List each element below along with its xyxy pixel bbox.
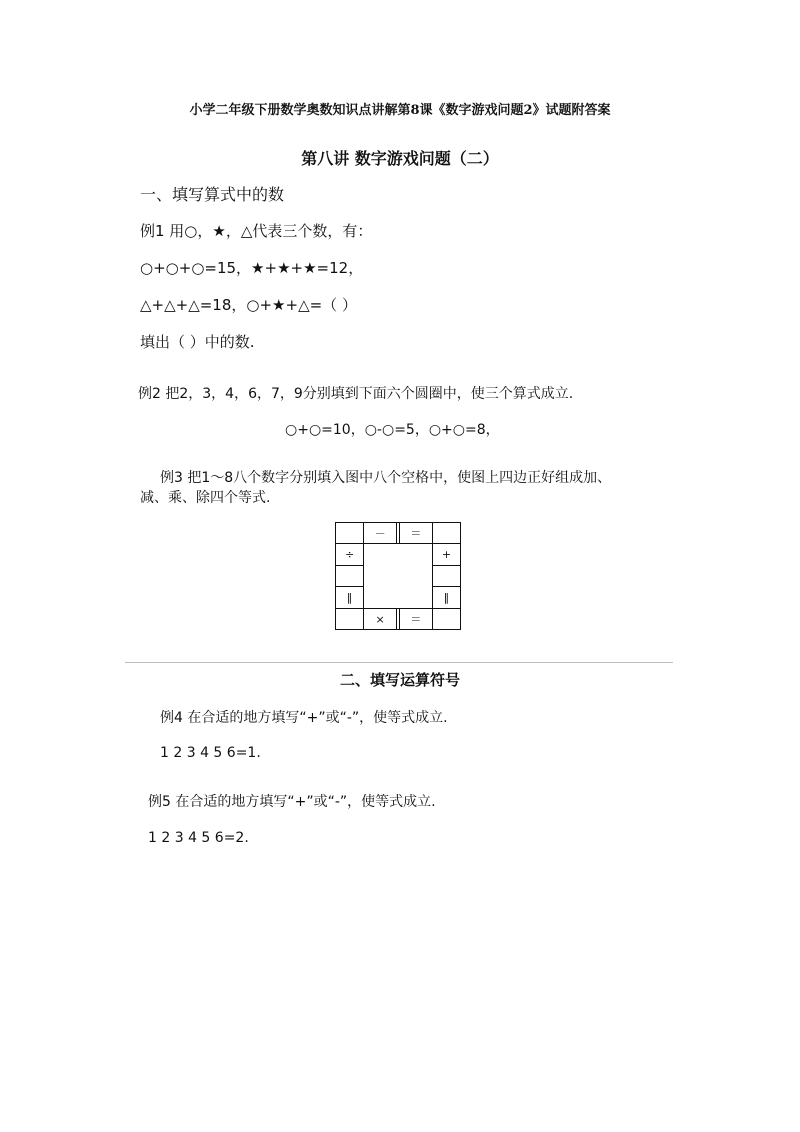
document-title: 小学二年级下册数学奥数知识点讲解第8课《数字游戏问题2》试题附答案 (189, 103, 611, 118)
grid-cell-right-2 (432, 566, 460, 587)
section-divider (125, 662, 673, 663)
grid-cell-top-5 (432, 523, 460, 544)
grid-cell-bottom-4: ＝ (399, 609, 432, 630)
example-4-prompt: 例4 在合适的地方填写“+”或“-”，使等式成立. (160, 710, 448, 726)
example-1-equations-1: ○+○+○=15，★+★+★=12， (140, 259, 364, 277)
grid-cell-bottom-2: × (364, 609, 397, 630)
grid-center (364, 544, 433, 609)
section-heading-1: 一、填写算式中的数 (140, 185, 285, 204)
grid-cell-right-low: ‖ (432, 587, 460, 609)
example-4-equation: 1 2 3 4 5 6=1. (160, 745, 261, 761)
equation-grid (335, 522, 461, 629)
grid-cell-right-mid: + (432, 544, 460, 566)
grid-cell-bottom-5 (432, 609, 460, 630)
example-2-equations: ○+○=10，○-○=5，○+○=8， (285, 422, 500, 438)
grid-cell-left-mid: ÷ (336, 544, 364, 566)
example-1-question: 填出（ ）中的数. (140, 333, 255, 351)
example-3-prompt-cont: 减、乘、除四个等式. (140, 490, 271, 506)
lesson-title: 第八讲 数字游戏问题（二） (301, 149, 499, 168)
grid-cell-top-4: ＝ (399, 523, 432, 544)
example-5-prompt: 例5 在合适的地方填写“+”或“-”，使等式成立. (148, 794, 436, 810)
example-1-equations-2: △+△+△=18，○+★+△=（ ） (140, 296, 357, 314)
grid-cell-top-1 (336, 523, 364, 544)
grid-cell-top-2: － (364, 523, 397, 544)
example-5-equation: 1 2 3 4 5 6=2. (148, 830, 249, 846)
example-3-prompt: 例3 把1～8八个数字分别填入图中八个空格中，使图上四边正好组成加、 (160, 470, 612, 486)
grid-cell-left-2 (336, 566, 364, 587)
grid-cell-bottom-1 (336, 609, 364, 630)
section-heading-2: 二、填写运算符号 (339, 671, 460, 689)
grid-cell-left-low: ‖ (336, 587, 364, 609)
example-2-prompt: 例2 把2，3，4，6，7，9分别填到下面六个圆圈中，使三个算式成立. (138, 386, 574, 402)
example-1-prompt: 例1 用○，★，△代表三个数，有： (140, 222, 373, 240)
